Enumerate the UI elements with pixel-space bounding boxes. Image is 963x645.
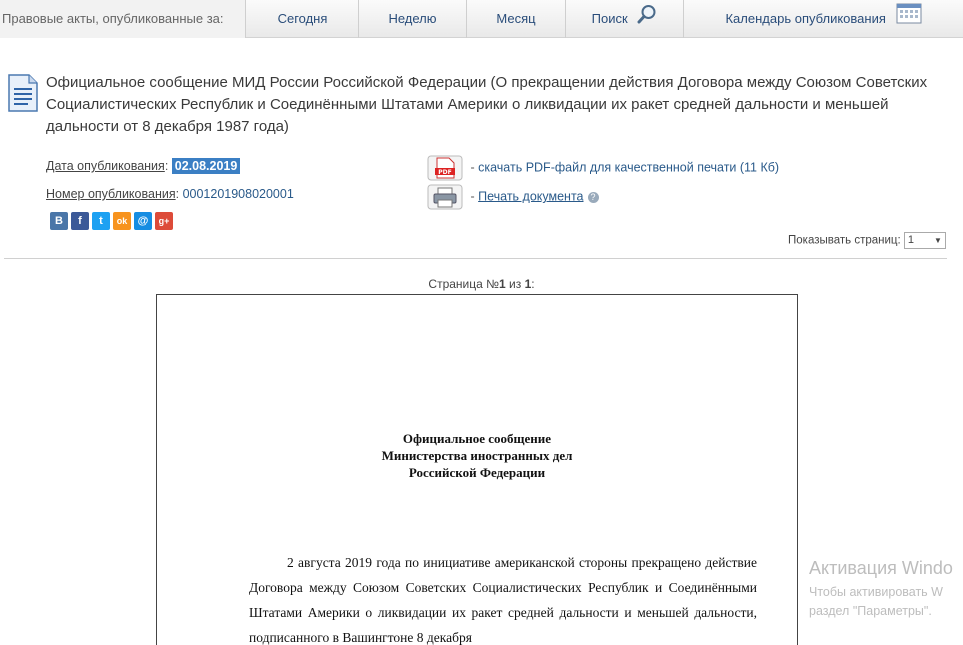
document-page-body: 2 августа 2019 года по инициативе американской стороны прекращено действие Договора между Союзом Советских Социалистических Республик и Соединёнными Штатами Америки о ликвидации их ракет средней дальности и меньшей дальности, подписанного в Вашингтоне 8 декабря bbox=[249, 555, 757, 645]
heading-line-3: Российской Федерации bbox=[408, 465, 546, 480]
divider bbox=[4, 258, 947, 259]
pages-per-view bbox=[788, 232, 946, 249]
facebook-icon[interactable]: f bbox=[71, 212, 89, 230]
page-counter-total: 1 bbox=[524, 277, 532, 291]
help-icon[interactable]: ? bbox=[588, 192, 599, 203]
top-nav-bar bbox=[0, 0, 963, 38]
nav-today[interactable]: Сегодня bbox=[247, 0, 359, 38]
nav-search[interactable] bbox=[566, 0, 684, 38]
heading-line-2: Министерства иностранных дел bbox=[381, 448, 573, 463]
page-counter-prefix: Страница № bbox=[428, 277, 499, 291]
social-share-bar bbox=[50, 212, 173, 230]
document-page bbox=[156, 294, 798, 645]
print-document-link[interactable]: Печать документа bbox=[478, 189, 584, 204]
publication-number-value: 0001201908020001 bbox=[182, 187, 294, 201]
vk-icon[interactable]: В bbox=[50, 212, 68, 230]
nav-calendar[interactable] bbox=[684, 0, 963, 38]
mailru-icon[interactable]: @ bbox=[134, 212, 152, 230]
nav-search-label: Поиск bbox=[591, 11, 628, 26]
publication-number-label[interactable]: Номер опубликования bbox=[46, 187, 176, 201]
pages-per-view-select[interactable]: 1 ▼ bbox=[904, 232, 946, 249]
svg-text:PDF: PDF bbox=[438, 169, 452, 176]
document-page-heading bbox=[157, 430, 797, 481]
calendar-icon bbox=[896, 1, 922, 39]
heading-line-1: Официальное сообщение bbox=[402, 431, 552, 446]
publication-date-value: 02.08.2019 bbox=[172, 158, 241, 174]
page-counter-current: 1 bbox=[499, 277, 506, 291]
nav-calendar-label: Календарь опубликования bbox=[725, 11, 886, 26]
search-icon bbox=[637, 1, 657, 39]
page-counter bbox=[0, 277, 963, 291]
printer-icon[interactable] bbox=[427, 184, 463, 210]
publication-date-label[interactable]: Дата опубликования bbox=[46, 159, 165, 173]
page-counter-suffix: : bbox=[531, 277, 535, 291]
pdf-download: PDF - скачать PDF-файл для качественной печати (11 Кб) bbox=[427, 155, 779, 181]
googleplus-icon[interactable]: g+ bbox=[155, 212, 173, 230]
twitter-icon[interactable]: t bbox=[92, 212, 110, 230]
nav-month[interactable]: Месяц bbox=[467, 0, 566, 38]
pdf-icon[interactable] bbox=[427, 155, 463, 181]
page-counter-middle: из bbox=[505, 277, 525, 291]
nav-week[interactable]: Неделю bbox=[359, 0, 467, 38]
watermark-line-3: раздел "Параметры". bbox=[809, 604, 932, 618]
watermark-line-2: Чтобы активировать W bbox=[809, 585, 943, 599]
watermark-title: Активация Windo bbox=[809, 558, 953, 578]
pdf-download-link[interactable]: скачать PDF-файл для качественной печати (11 Кб) bbox=[478, 160, 780, 175]
publication-date: Дата опубликования: 02.08.2019 bbox=[46, 159, 240, 173]
document-title: Официальное сообщение МИД России Российской Федерации (О прекращении действия Договора между Союзом Советских Социалистических Республик и Соединёнными Штатами Америки о ликвидации их ракет средней дальности и меньшей дальности от 8 декабря 1987 года) bbox=[46, 74, 928, 135]
odnoklassniki-icon[interactable]: ok bbox=[113, 212, 131, 230]
windows-activation-watermark bbox=[809, 558, 953, 621]
publication-number: Номер опубликования: 0001201908020001 bbox=[46, 187, 294, 201]
document-icon bbox=[8, 74, 38, 117]
print-document: - Печать документа ? bbox=[427, 184, 599, 210]
published-period-label: Правовые акты, опубликованные за: bbox=[0, 0, 246, 38]
pages-per-view-label: Показывать страниц: bbox=[788, 234, 901, 247]
